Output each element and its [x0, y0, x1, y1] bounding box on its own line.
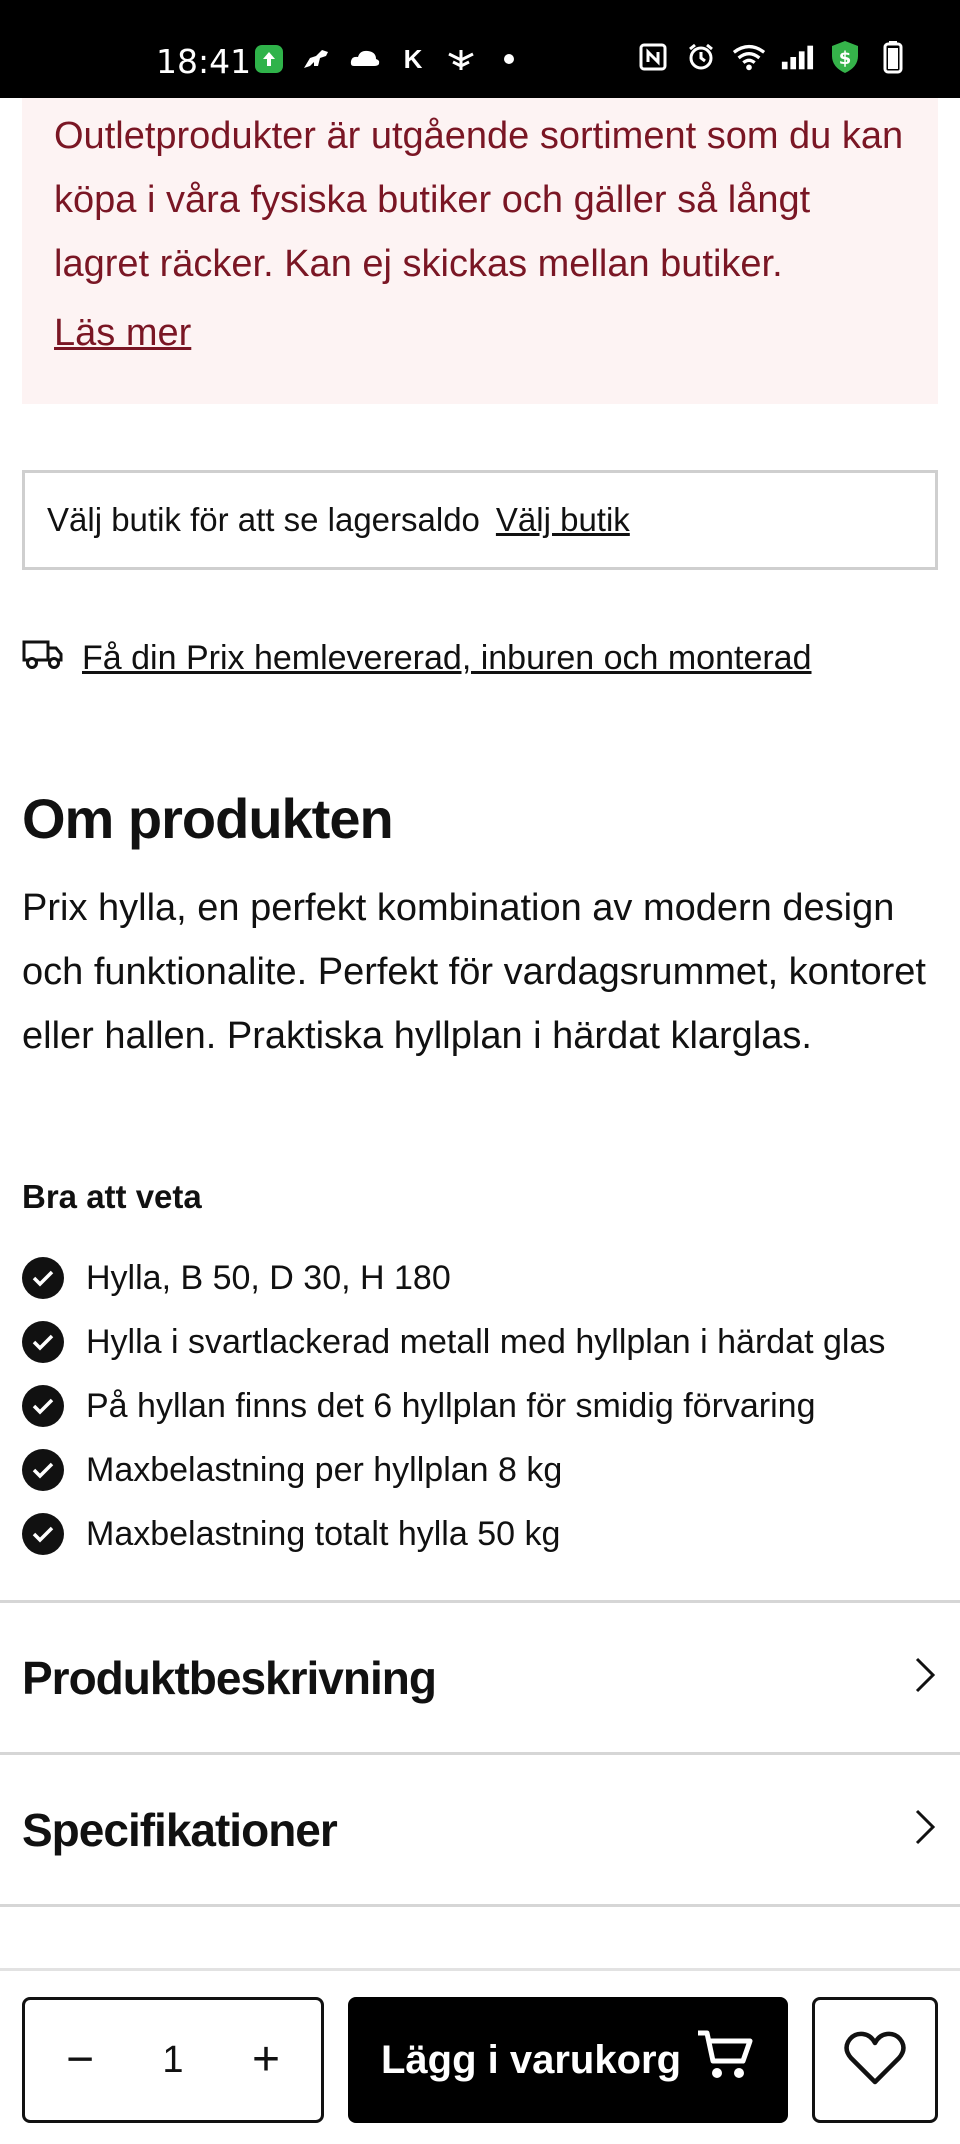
store-stock-box: [22, 470, 938, 570]
feature-item: [22, 1246, 885, 1310]
dot-icon: [492, 42, 526, 76]
chevron-right-icon: [912, 1655, 938, 1700]
notification-icons: [252, 42, 526, 76]
feature-text: Maxbelastning per hyllplan 8 kg: [86, 1450, 563, 1489]
chevron-right-icon: [912, 1807, 938, 1852]
check-icon: [22, 1257, 64, 1299]
svg-text:$: $: [838, 48, 852, 69]
about-product-title: Om produkten: [22, 787, 393, 850]
nfc-icon: [636, 40, 670, 74]
check-icon: [22, 1321, 64, 1363]
bird-icon: [444, 42, 478, 76]
delivery-row: [22, 638, 812, 679]
read-more-link[interactable]: Läs mer: [54, 312, 192, 354]
good-to-know-title: Bra att veta: [22, 1178, 202, 1215]
add-to-cart-label: Lägg i varukorg: [380, 2037, 682, 2082]
status-bar: [0, 0, 960, 98]
accordion-title: Produktbeskrivning: [22, 1651, 436, 1704]
feature-text: Maxbelastning totalt hylla 50 kg: [86, 1514, 561, 1553]
feature-item: [22, 1438, 885, 1502]
signal-icon: [780, 40, 814, 74]
home-delivery-link[interactable]: Få din Prix hemlevererad, inburen och monterad: [82, 639, 812, 677]
about-product-description: Prix hylla, en perfekt kombination av modern design och funktionalite. Perfekt för vardagsrummet, kontoret eller hallen. Praktiska hyllplan i härdat klarglas.: [22, 887, 926, 1057]
horse-icon: [300, 42, 334, 76]
feature-list: [22, 1246, 885, 1566]
heart-icon: [844, 2030, 906, 2091]
cart-icon: [695, 2027, 755, 2093]
check-icon: [22, 1513, 64, 1555]
outlet-notice: [22, 98, 938, 404]
outlet-notice-text: Outletprodukter är utgående sortiment som du kan köpa i våra fysiska butiker och gäller så långt lagret räcker. Kan ej skickas mellan butiker.: [54, 115, 904, 285]
decrease-quantity-button[interactable]: −: [65, 2033, 95, 2086]
quantity-value: 1: [162, 2038, 184, 2081]
choose-store-link[interactable]: Välj butik: [495, 501, 630, 538]
k-icon: K: [403, 43, 423, 74]
store-stock-label: Välj butik för att se lagersaldo: [47, 501, 480, 538]
status-time: 18:41: [156, 42, 252, 81]
battery-icon: [876, 40, 910, 74]
feature-item: [22, 1502, 885, 1566]
accordion-specifications[interactable]: [0, 1752, 960, 1904]
accordion-product-description[interactable]: [0, 1600, 960, 1752]
truck-icon: [22, 638, 64, 679]
wifi-icon: [732, 40, 766, 74]
check-icon: [22, 1385, 64, 1427]
upload-icon: [252, 42, 286, 76]
shield-dollar-icon: [828, 40, 862, 74]
feature-item: [22, 1310, 885, 1374]
accordion-reviews-partial[interactable]: [0, 1904, 960, 1954]
feature-item: [22, 1374, 885, 1438]
accordion-title: Specifikationer: [22, 1803, 337, 1856]
feature-text: Hylla, B 50, D 30, H 180: [86, 1258, 451, 1297]
add-to-cart-button[interactable]: [348, 1997, 788, 2123]
feature-text: Hylla i svartlackerad metall med hyllplan i härdat glas: [86, 1322, 886, 1361]
quantity-stepper: [22, 1997, 324, 2123]
alarm-icon: [684, 40, 718, 74]
cloud-icon: [348, 42, 382, 76]
increase-quantity-button[interactable]: +: [251, 2033, 280, 2086]
feature-text: På hyllan finns det 6 hyllplan för smidig förvaring: [86, 1386, 816, 1425]
system-icons: [636, 40, 910, 74]
bottom-action-bar: [0, 1968, 960, 2144]
favorite-button[interactable]: [812, 1997, 938, 2123]
check-icon: [22, 1449, 64, 1491]
